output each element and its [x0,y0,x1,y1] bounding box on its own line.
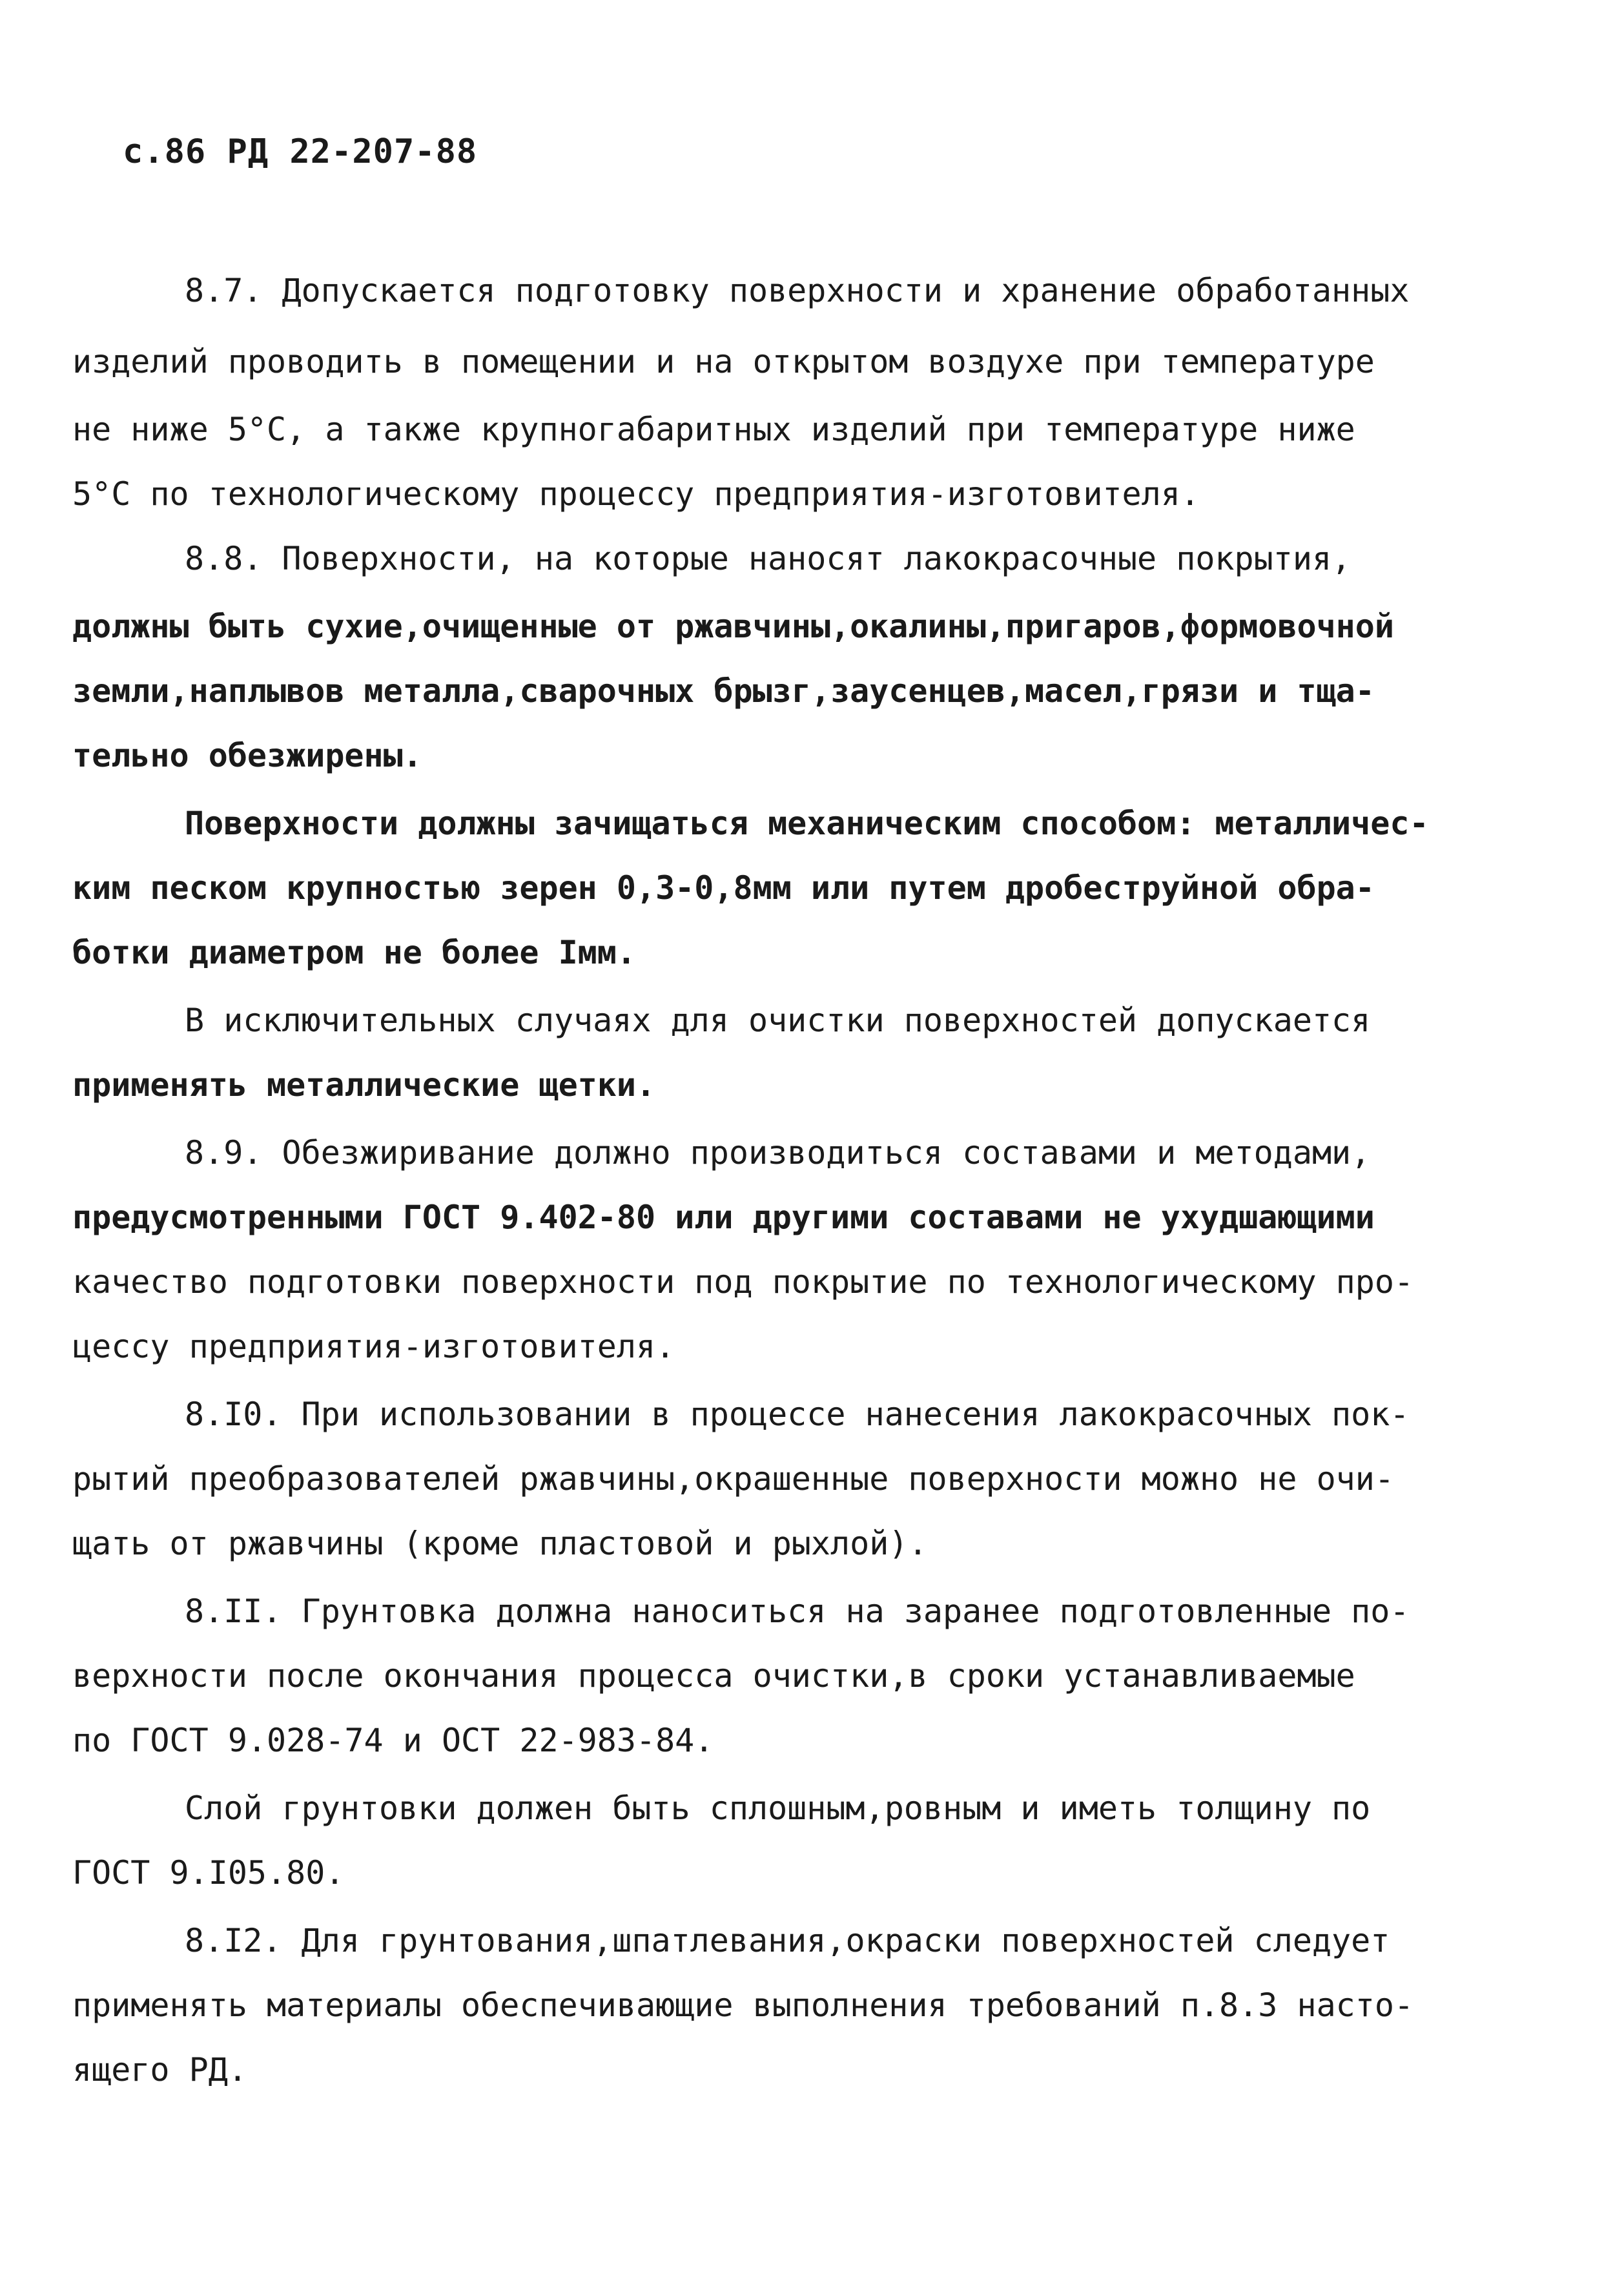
text-line: качество подготовки поверхности под покрытие по технологическому про- [72,1263,1414,1301]
text-line: Поверхности должны зачищаться механическим способом: металличес- [185,805,1429,842]
text-line: щать от ржавчины (кроме пластовой и рыхлой). [72,1525,928,1562]
text-line: верхности после окончания процесса очистки,в сроки устанавливаемые [72,1657,1355,1695]
text-line: изделий проводить в помещении и на открытом воздухе при температуре [72,343,1375,380]
text-line: 8.I0. При использовании в процессе нанесения лакокрасочных пок- [185,1396,1410,1433]
text-line: тельно обезжирены. [72,737,422,774]
text-line: ГОСТ 9.I05.80. [72,1854,345,1892]
text-line: применять металлические щетки. [72,1066,656,1104]
text-line: ящего РД. [72,2051,247,2089]
text-line: предусмотренными ГОСТ 9.402-80 или другими составами не ухудшающими [72,1199,1375,1236]
text-line: Слой грунтовки должен быть сплошным,ровным и иметь толщину по [185,1790,1371,1827]
text-line: рытий преобразователей ржавчины,окрашенные поверхности можно не очи- [72,1460,1394,1498]
text-line: В исключительных случаях для очистки поверхностей допускается [185,1002,1371,1039]
page-header: с.86 РД 22-207-88 [123,132,478,171]
text-line: 8.I2. Для грунтования,шпатлевания,окраски поверхностей следует [185,1922,1390,1959]
text-line: по ГОСТ 9.028-74 и ОСТ 22-983-84. [72,1722,714,1759]
text-line: должны быть сухие,очищенные от ржавчины,окалины,пригаров,формовочной [72,608,1394,645]
text-line: ботки диаметром не более Iмм. [72,934,636,971]
text-line: цессу предприятия-изготовителя. [72,1328,675,1365]
text-line: 5°С по технологическому процессу предприятия-изготовителя. [72,475,1200,513]
text-line: 8.9. Обезжиривание должно производиться составами и методами, [185,1134,1371,1171]
text-line: 8.II. Грунтовка должна наноситься на заранее подготовленные по- [185,1593,1410,1630]
text-line: 8.8. Поверхности, на которые наносят лакокрасочные покрытия, [185,540,1352,577]
text-line: 8.7. Допускается подготовку поверхности и хранение обработанных [185,272,1410,309]
text-line: земли,наплывов металла,сварочных брызг,заусенцев,масел,грязи и тща- [72,672,1375,710]
text-line: ким песком крупностью зерен 0,3-0,8мм или путем дробеструйной обра- [72,869,1375,907]
text-line: не ниже 5°С, а также крупногабаритных изделий при температуре ниже [72,411,1355,448]
text-line: применять материалы обеспечивающие выполнения требований п.8.3 насто- [72,1986,1414,2024]
